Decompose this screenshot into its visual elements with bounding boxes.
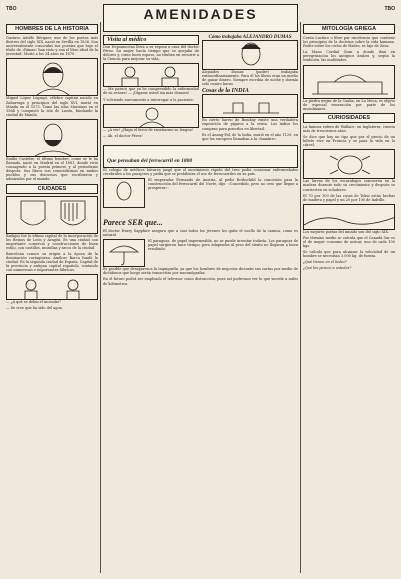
header-left: TBO [6,6,17,12]
banner-mythology: MITOLOGÍA GRIEGA [303,24,395,34]
dialogue-question: ¿Qué tienen en el bolso? [303,260,347,265]
india-text: En cierto barrio de Bombay existe una verdadera exposición de pájaros a la venta. Los indios los compran para ponerlos en libertad. [202,118,298,131]
railway-row [103,178,298,208]
bio-legazpi: Miguel López Legazpi, célebre capitán nacido en Zabarraga y principios del siglo XVI, murió en Manila en el 1572. Tomó las islas Marianas en el 1564 y conquistó la isla de Luzón, fundando la ciudad de Manila. [6,96,98,117]
portrait-drawing-icon [203,41,298,69]
page-title: AMENIDADES [143,6,258,22]
beetle-drawing-icon [304,150,395,178]
mecca-illustration [303,65,395,99]
section-title-india: Cosas de la INDIA [202,88,249,95]
curiosity-7: Se calcula que para alcanzar la velocidad de un hombre se necesitan 3.000 kg. de fuerza. [303,250,395,259]
myth-text-2: La Mano Cordial Gran a donde iban en peregrinación los antiguos árabes y, según la tradición, las multitudes. [303,50,395,63]
bio-becquer: Gustavo Adolfo Bécquer, uno de los poetas más ilustres del siglo XIX, nació en Sevilla en 1836. Son universalmente conocidas sus poesías que bajo el título de «Rimas» han visto y son el libro ideal de la juventud. Murió a los 34 años en 1870. [6,36,98,57]
curiosity-6: Por término medio se calcula que el Canadá Sur es el de mayor consumo de azúcar, uno de cada 100 kgs. [303,235,395,249]
myth-text-1: Cerón Lucfaro o libre par excelencia que contiene los principios de la doctrina sobre la vida humana. Poder sobre los cielos de Hades, es hijo de Zeus. [303,36,395,49]
parece-row [103,239,298,267]
column-left [6,22,98,571]
portrait-drawing-icon [7,59,98,95]
curiosity-3: Las larvas de los escarabajos concurren en la madera durante todo su crecimiento y después se convierten en voladores. [303,179,395,192]
bio-castelar: Emilio Castelar, el último hombre, como se le ha llamado, nació en Madrid en el 1881, donde vivió consagrado a la poesía primero y al periodismo después. Sus libros son conocidísimos en ambos pueblos y sus discursos que escribieron y admirados por el mundo. [6,156,98,182]
landscape-drawing-icon [304,205,395,229]
parece-text-2: El paraguas, de papel impermeable, no se puede inventar todavía. Los paraguas de papel surgieron hace tiempo, pero adaptados al peso del viento no llegaron a buen resultado. [148,239,298,252]
curiosity-4: El 70 por 100 de las casas de Tokio están hechas de madera y papel y un 20 por 100 de ladrillo. [303,193,395,202]
comic-drawing-icon [7,275,98,299]
section-dumas [202,35,298,143]
section-railway-header [103,145,298,168]
city-shields [6,196,98,234]
doctor-text-4: — ¿A ver! ¿Haga el favor de enseñarme su lengua! [103,127,194,132]
portrait-castelar [6,119,98,157]
landscape-illustration [303,204,395,230]
railway-text: El colegio de médicos bávaros juzgó que el movimiento rápido del tren podía ocasionar enfermedades cerebrales a los pasajeros y pedía que se prohibiera el uso de ferrocarriles en su país. [103,167,298,176]
myth-text-3: La piedra negra de la Caaba, en La Meca, es objeto de especial veneración por parte de los musulmanes. [303,98,395,111]
column-divider [300,22,301,573]
column-divider [100,22,101,573]
section-title-parece: Parece SER que... [103,218,163,228]
parece-text-1: El doctor Harry Sapphire asegura que a casi todos los jóvenes les quita el cuello de la camisa, como es natural. [103,229,298,238]
emperor-portrait [103,178,145,208]
row-1 [103,35,298,143]
doctor-text-2: — Me parece que ya he comprendido la enfermedad de su señora! — ¡Dígame usted sin más demora! [103,87,199,96]
portrait-becquer [6,58,98,96]
doctor-text-5: — Ah, el doctor Pérez! [103,133,143,138]
city-barcelona: Barcelona conoce su origen a la época de la dominación cartaginesa. Amílcar Barca fundó la ciudad. Es la segunda ciudad de España. Capital de la provincia y antigua capital española, contando con numerosas e importantes fábricas. [6,251,98,273]
dumas-text: Alejandro Dumas (padre) trabajaba extraordinariamente. Para él los libros eran un medio de ganar dinero. Siempre escribía de noche y dormía solo cuatro horas. [202,70,298,87]
doctor-illustration-2 [103,104,199,128]
patient-drawing-icon [104,105,199,127]
section-doctor [103,35,199,143]
section-title-railway: Que pensaban del ferrocarril en 1800 [107,157,193,164]
city-badajoz: Badajoz fue la última capital de la incorporación de los Reinos de León y Aragón. Es una ciudad con importante comercio y construcciones de buen estilo, con castillos, murallas y arcos de la ciudad. [6,233,98,250]
umbrella-illustration [103,239,145,267]
doctor-drawing-icon [104,64,199,86]
header-right: TBO [384,6,395,12]
birds-drawing-icon [203,95,298,117]
column-center [103,4,298,571]
banner-history: HOMBRES DE LA HISTORIA [6,24,98,34]
coat-of-arms-icon [7,197,98,233]
dialogue-1: — ¿A qué se debía el incendio? [6,300,61,305]
dialogue-2: — Se cree que ha sido del agua. [6,306,63,311]
beetle-illustration [303,149,395,179]
doctor-text-3: Y volviendo nuevamente a interrogar a la paciente: [103,97,194,102]
banner-cities: CIUDADES [6,184,98,194]
dumas-portrait [202,40,298,70]
doctor-text-1: Don Nepomuceno lleva a su esposa a casa del doctor Pérez. Su mujer hacía tiempo que se quejaba de dolores y, como buen esposo, no titubea en recurrir a la Ciencia para mejorar su vida. [103,45,199,62]
umbrella-drawing-icon [104,240,144,266]
section-title-doctor: Visita al médico [103,35,199,45]
dialogue-answer: ¿Qué les parece a ustedes? [303,266,352,271]
banner-curiosities: CURIOSIDADES [303,113,395,123]
railway-text-2: El emperador Fernando de Austria, al pedir Rothschild la concesión para la construcción del ferrocarril del Norte, dijo: «Concedido, pero no creo que llegue a prosperar». [148,178,298,191]
parece-text-3: Es posible que desaparezca la taquigrafía, ya que los hombres de negocios dictarán sus cartas por medio de dictáfonos que luego serán transcritas por mecanógrafas. [103,267,298,276]
portrait-drawing-icon [104,179,144,207]
comic-panel [6,274,98,300]
section-title-dumas: Cómo trabajaba ALEJANDRO DUMAS [208,35,292,40]
curiosity-5: Los mejores poetas del mundo son del siglo XIX. [303,229,390,234]
portrait-drawing-icon [7,120,98,156]
page-title-box [103,4,298,32]
building-drawing-icon [304,66,395,98]
india-illustration [202,94,298,118]
india-text-2: Es el Anang-Pal, de la India, murió en el año 1120, en que los europeos llamaban a la «hambre». [202,132,298,141]
section-parece-header [103,210,298,229]
curiosity-2: Se dice que hay un tipo que por el precio de un billete vive en Francia y se pasa la vida en la cárcel. [303,135,395,148]
doctor-illustration [103,63,199,87]
column-right [303,22,395,571]
parece-text-4: En el futuro podrá ser empleado el televisor como distracción, pues así podremos ver lo que sucede a miles de kilómetros. [103,277,298,286]
curiosity-1: La famosa esfera de Wallace, en Inglaterra, cuenta más de trescientos años. [303,124,395,133]
